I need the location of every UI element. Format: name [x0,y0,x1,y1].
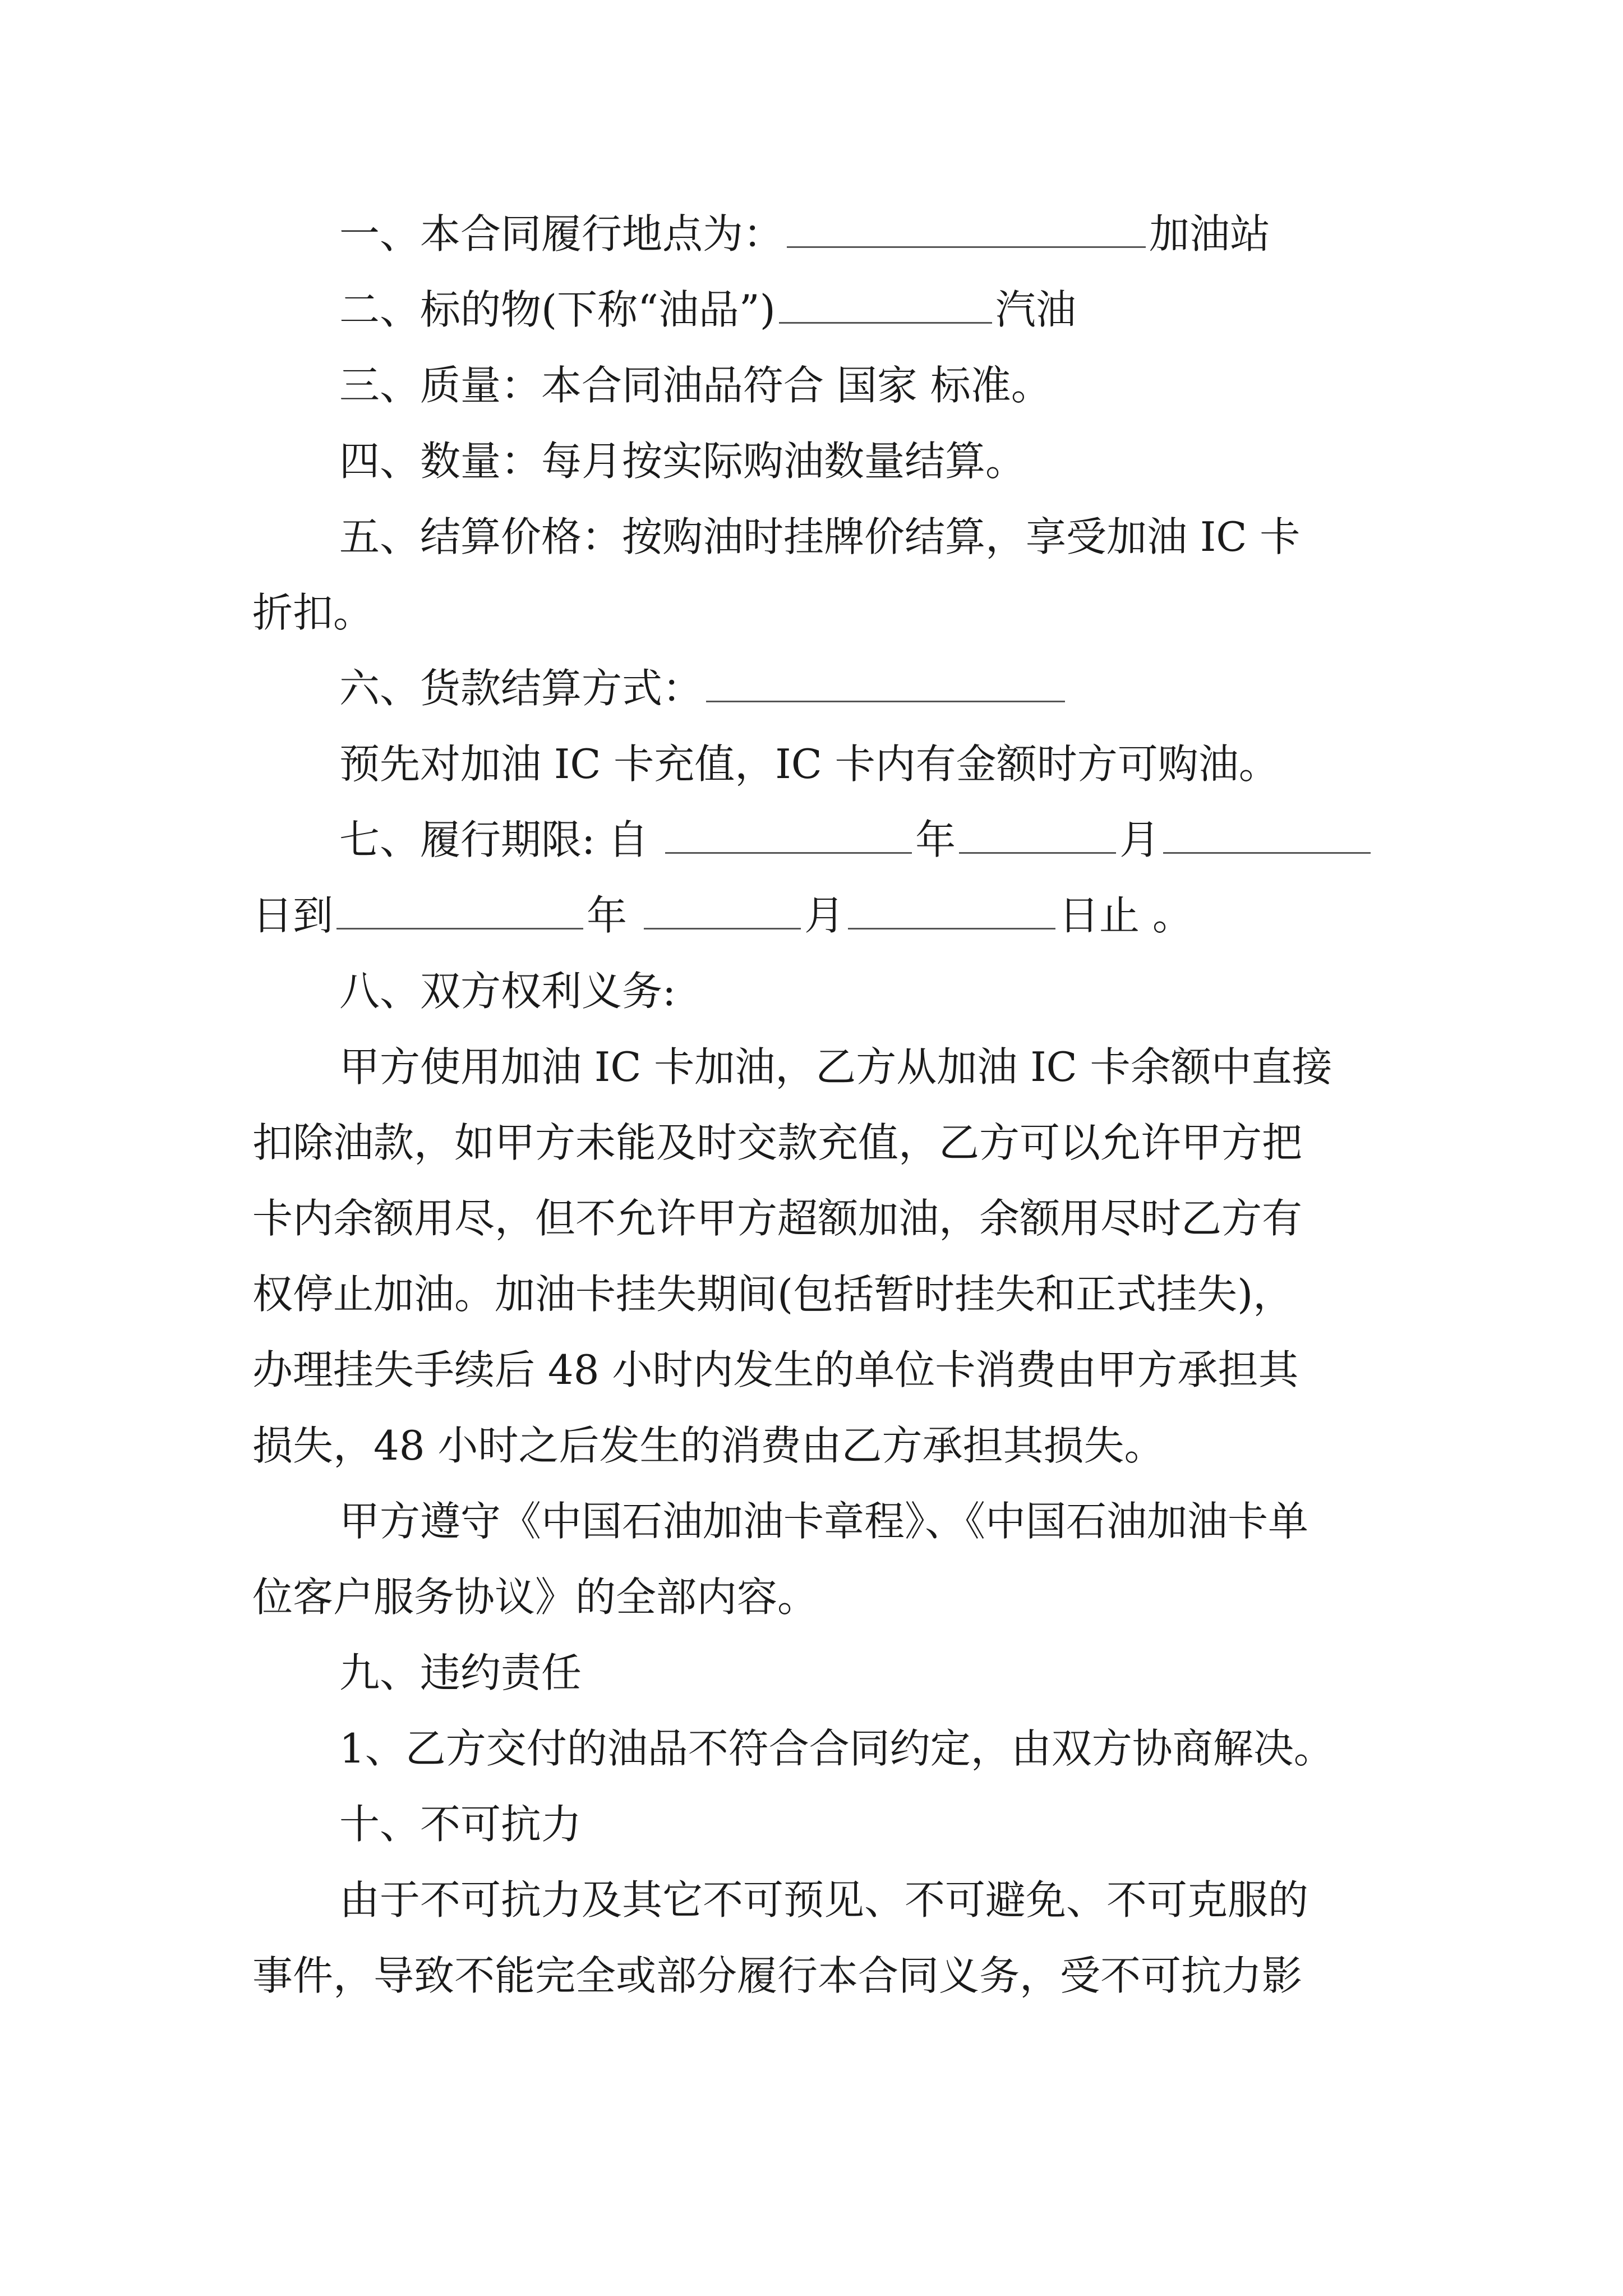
payment-method-blank [706,661,1065,702]
end-year-blank [336,889,583,930]
end-month-blank [644,889,801,930]
clause-6-detail: 预先对加油 IC 卡充值，IC 卡内有金额时方可购油。 [339,740,1279,788]
clause-8-p1-line: 损失，48 小时之后发生的消费由乙方承担其损失。 [252,1422,1165,1469]
clause-6-prefix: 六、货款结算方式： [339,665,703,712]
clause-2 [252,272,1374,348]
clause-8-p2-line: 位客户服务协议》的全部内容。 [252,1573,818,1621]
clause-3: 三、质量：本合同油品符合 国家 标准。 [339,362,1052,409]
clause-6 [252,651,1374,726]
clause-2-prefix: 二、标的物(下称“油品”) [339,286,776,333]
clause-8-p1-line: 权停止加油。加油卡挂失期间(包括暂时挂失和正式挂失)， [252,1271,1294,1318]
end-day-blank [848,889,1055,930]
start-year-blank [665,813,912,854]
clause-7-line-2 [252,878,1374,954]
clause-8-p1-line: 卡内余额用尽，但不允许甲方超额加油，余额用尽时乙方有 [252,1195,1303,1242]
end-label: 日止 。 [1059,892,1193,939]
clause-8-title: 八、双方权利义务: [339,968,676,1015]
year2-label: 年 [587,892,628,939]
clause-10-p-line: 由于不可抗力及其它不可预见、不可避免、不可克服的 [339,1876,1309,1924]
location-blank [787,207,1146,248]
clause-8-p2-line: 甲方遵守《中国石油加油卡章程》、《中国石油加油卡单 [339,1498,1309,1545]
clause-1-prefix: 一、本合同履行地点为： [339,210,784,257]
clause-1 [252,196,1374,272]
clause-8-p1-line: 办理挂失手续后 48 小时内发生的单位卡消费由甲方承担其 [252,1346,1299,1393]
clause-4: 四、数量：每月按实际购油数量结算。 [339,438,1026,485]
clause-7-line-1 [252,802,1374,878]
clause-10-p-line: 事件，导致不能完全或部分履行本合同义务，受不可抗力影 [252,1952,1303,1999]
contract-body [252,196,1374,2014]
clause-8-p1-line: 扣除油款，如甲方未能及时交款充值，乙方可以允许甲方把 [252,1119,1303,1166]
day-to-label: 日到 [252,892,334,939]
clause-2-suffix: 汽油 [995,286,1076,333]
start-day-blank [1163,813,1371,854]
term-prefix: 七、履行期限: 自 [339,816,649,863]
clause-10-title: 十、不可抗力 [339,1801,582,1848]
clause-8-p1-line: 甲方使用加油 IC 卡加油，乙方从加油 IC 卡余额中直接 [339,1043,1332,1091]
year-label: 年 [915,816,956,863]
clause-9-item-1: 1、乙方交付的油品不符合合同约定，由双方协商解决。 [339,1725,1334,1772]
month-label: 月 [1119,816,1160,863]
start-month-blank [959,813,1116,854]
clause-5-line-1: 五、结算价格：按购油时挂牌价结算，享受加油 IC 卡 [339,513,1301,560]
clause-5-line-2: 折扣。 [252,589,374,636]
clause-1-suffix: 加油站 [1149,210,1271,257]
clause-9-title: 九、违约责任 [339,1649,582,1696]
product-blank [779,283,992,324]
month2-label: 月 [804,892,845,939]
